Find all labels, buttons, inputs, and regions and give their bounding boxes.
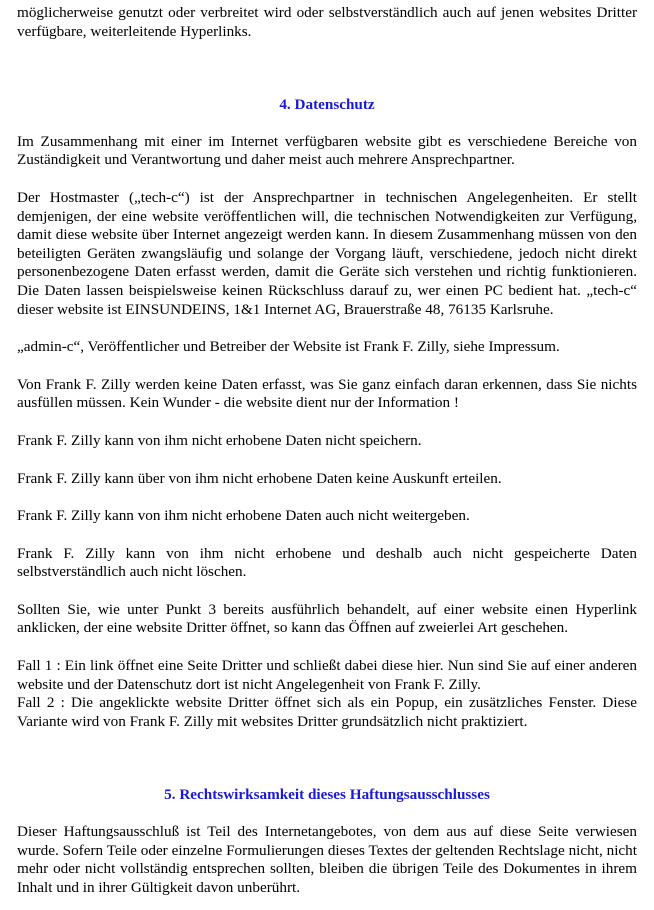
section-4-paragraph-no-transfer: Frank F. Zilly kann von ihm nicht erhobene Daten auch nicht weitergeben. bbox=[17, 507, 470, 525]
section-5-paragraph: Dieser Haftungsausschluß ist Teil des Internetangebotes, von dem aus auf diese Seite verwiesen wurde. Sofern Teile oder einzelne Formulierungen dieses Textes der geltenden Rechtslage nicht, nicht mehr oder nicht vollständig entsprechen sollten, bleiben die übrigen Teile des Dokumentes in ihrem Inhalt und in ihrer Gültigkeit davon unberührt. bbox=[17, 823, 637, 896]
section-4-fall-1: Fall 1 : Ein link öffnet eine Seite Dritter und schließt dabei diese hier. Nun sind Sie auf einer anderen website und der Datenschutz dort ist nicht Angelegenheit von Frank F. Zilly. bbox=[17, 657, 637, 693]
section-4-paragraph-no-information: Frank F. Zilly kann über von ihm nicht erhobene Daten keine Auskunft erteilen. bbox=[17, 469, 502, 487]
section-4-heading: 4. Datenschutz bbox=[279, 96, 375, 114]
section-4-paragraph-no-deletion: Frank F. Zilly kann von ihm nicht erhobene und deshalb auch nicht gespeicherte Daten selbstverständlich auch nicht löschen. bbox=[17, 544, 637, 581]
section-4-paragraph-hyperlink: Sollten Sie, wie unter Punkt 3 bereits ausführlich behandelt, auf einer website einen Hyperlink anklicken, der eine website Dritter öffnet, so kann das Öffnen auf zweierlei Art geschehen. bbox=[17, 600, 637, 637]
document-page bbox=[17, 4, 637, 897]
section-4-paragraph-no-storage: Frank F. Zilly kann von ihm nicht erhobene Daten nicht speichern. bbox=[17, 431, 422, 449]
section-5-heading: 5. Rechtswirksamkeit dieses Haftungsausschlusses bbox=[164, 786, 490, 804]
section-4-paragraph-no-data: Von Frank F. Zilly werden keine Daten erfasst, was Sie ganz einfach daran erkennen, dass Sie nichts ausfüllen müssen. Kein Wunder - die website dient nur der Information ! bbox=[17, 375, 637, 412]
section-4-paragraph-admin-c: „admin-c“, Veröffentlicher und Betreiber der Website ist Frank F. Zilly, siehe Impressum. bbox=[17, 338, 560, 356]
intro-paragraph: möglicherweise genutzt oder verbreitet wird oder selbstverständlich auch auf jenen websites Dritter verfügbare, weiterleitende Hyperlinks. bbox=[17, 4, 637, 40]
section-4-paragraph-hostmaster: Der Hostmaster („tech-c“) ist der Ansprechpartner in technischen Angelegenheiten. Er stellt demjenigen, der eine website veröffentlichen will, die technischen Notwendigkeiten zur Verfügung, damit diese website über Internet angezeigt werden kann. In diesem Zusammenhang müssen von den beteiligten Geräten zwangsläufig und solange der Vorgang läuft, verschiedene, jedoch nicht direkt personenbezogene Daten erfasst werden, damit die Geräte sich verstehen und richtig funktionieren. Die Daten lassen beispielsweise keinen Rückschluss darauf zu, wer einen PC bedient hat. „tech-c“ dieser website ist EINSUNDEINS, 1&1 Internet AG, Brauerstraße 48, 76135 Karlsruhe. bbox=[17, 188, 637, 318]
section-4-paragraph-responsibility: Im Zusammenhang mit einer im Internet verfügbaren website gibt es verschiedene Bereiche von Zuständigkeit und Verantwortung und daher meist auch mehrere Ansprechpartner. bbox=[17, 132, 637, 169]
section-4-fall-2: Fall 2 : Die angeklickte website Dritter öffnet sich als ein Popup, ein zusätzliches Fenster. Diese Variante wird von Frank F. Zilly mit websites Dritter grundsätzlich nicht praktiziert. bbox=[17, 694, 637, 730]
